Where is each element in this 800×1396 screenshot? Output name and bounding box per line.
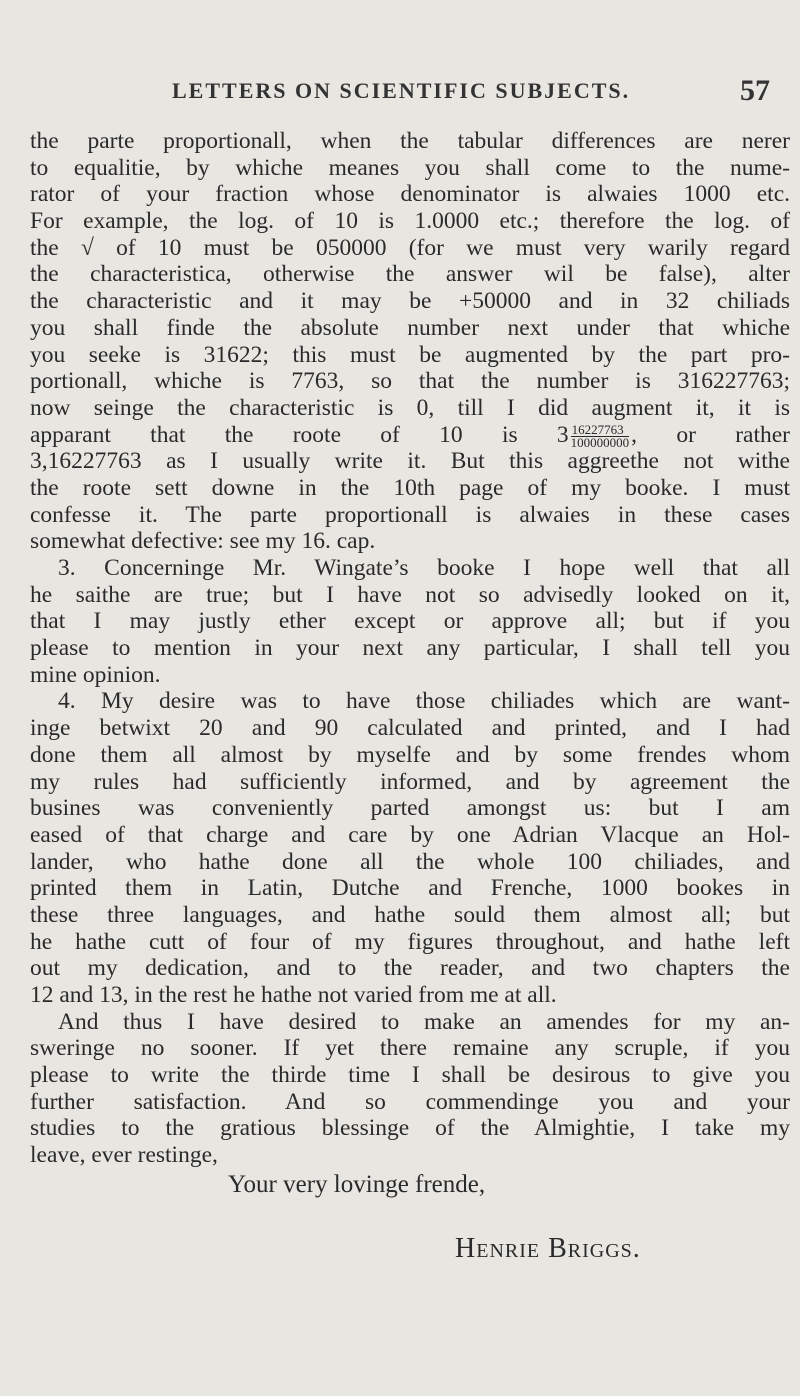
text-line: confesse it. The parte proportionall is alwaies in these cases [30,501,790,528]
text-line: you seeke is 31622; this must be augmented by the part pro- [30,341,790,368]
valediction: Your very lovinge frende, [228,1171,486,1198]
text-line: he saithe are true; but I have not so advisedly looked on it, [30,581,790,608]
fraction-denominator: 100000000 [570,434,630,450]
text-line: For example, the log. of 10 is 1.0000 etc.; therefore the log. of [30,208,790,235]
paragraph-start-line: 4. My desire was to have those chiliades which are want- [58,688,790,715]
text-line: studies to the gratious blessinge of the Almightie, I take my [30,1115,790,1142]
fraction-numerator: 16227763 [571,424,630,437]
text-line: inge betwixt 20 and 90 calculated and printed, and I had [30,715,790,742]
text-line: that I may justly ether except or approve all; but if you [30,608,790,635]
text-line: sweringe no sooner. If yet there remaine any scruple, if you [30,1035,790,1062]
fraction-line-suffix: , or rather [631,421,790,448]
text-line: the characteristic and it may be +50000 and in 32 chiliads [30,288,790,315]
text-line: eased of that charge and care by one Adrian Vlacque an Hol- [30,821,790,848]
fraction [570,421,630,450]
text-line: these three languages, and hathe sould them almost all; but [30,901,790,928]
signature: Henrie Briggs. [455,1233,641,1264]
fraction-line [30,422,790,449]
page-number: 57 [740,74,770,107]
text-line: 12 and 13, in the rest he hathe not varied from me at all. [30,982,557,1008]
text-line: leave, ever restinge, [30,1142,218,1169]
text-line: portionall, whiche is 7763, so that the number is 316227763; [30,368,790,395]
page-header [0,76,800,116]
text-line: lander, who hathe done all the whole 100 chiliades, and [30,848,790,875]
text-line: busines was conveniently parted amongst us: but I am [30,795,790,822]
text-line: printed them in Latin, Dutche and Frenche, 1000 bookes in [30,875,790,902]
text-line: further satisfaction. And so commendinge you and your [30,1088,790,1115]
letter-body [30,128,790,1169]
text-line: rator of your fraction whose denominator is alwaies 1000 etc. [30,181,790,208]
paragraph-start-line: 3. Concerninge Mr. Wingate’s booke I hope well that all [58,555,790,581]
text-line: done them all almost by myselfe and by some frendes whom [30,741,790,768]
running-head: LETTERS ON SCIENTIFIC SUBJECTS. [172,78,631,103]
text-line: please to write the thirde time I shall be desirous to give you [30,1062,790,1089]
text-line: out my dedication, and to the reader, and two chapters the [30,955,790,982]
text-line: the characteristica, otherwise the answer wil be false), alter [30,261,790,288]
text-line: please to mention in your next any particular, I shall tell you [30,635,790,662]
paragraph-start-line: And thus I have desired to make an amendes for my an- [58,1008,790,1035]
text-line: my rules had sufficiently informed, and by agreement the [30,768,790,795]
text-line: the roote sett downe in the 10th page of my booke. I must [30,474,790,501]
text-line: mine opinion. [30,661,161,688]
fraction-line-prefix: apparant that the roote of 10 is 3 [30,421,569,448]
text-line: to equalitie, by whiche meanes you shall come to the nume- [30,154,790,181]
text-line: somewhat defective: see my 16. cap. [30,528,376,555]
text-line: he hathe cutt of four of my figures throughout, and hathe left [30,928,790,955]
text-line: the parte proportionall, when the tabular differences are nerer [30,128,790,154]
text-line: now seinge the characteristic is 0, till I did augment it, it is [30,394,790,421]
text-line: the √ of 10 must be 050000 (for we must very warily regard [30,234,790,261]
text-line: 3,16227763 as I usually write it. But this aggreethe not withe [30,448,790,475]
text-line: you shall finde the absolute number next under that whiche [30,314,790,341]
